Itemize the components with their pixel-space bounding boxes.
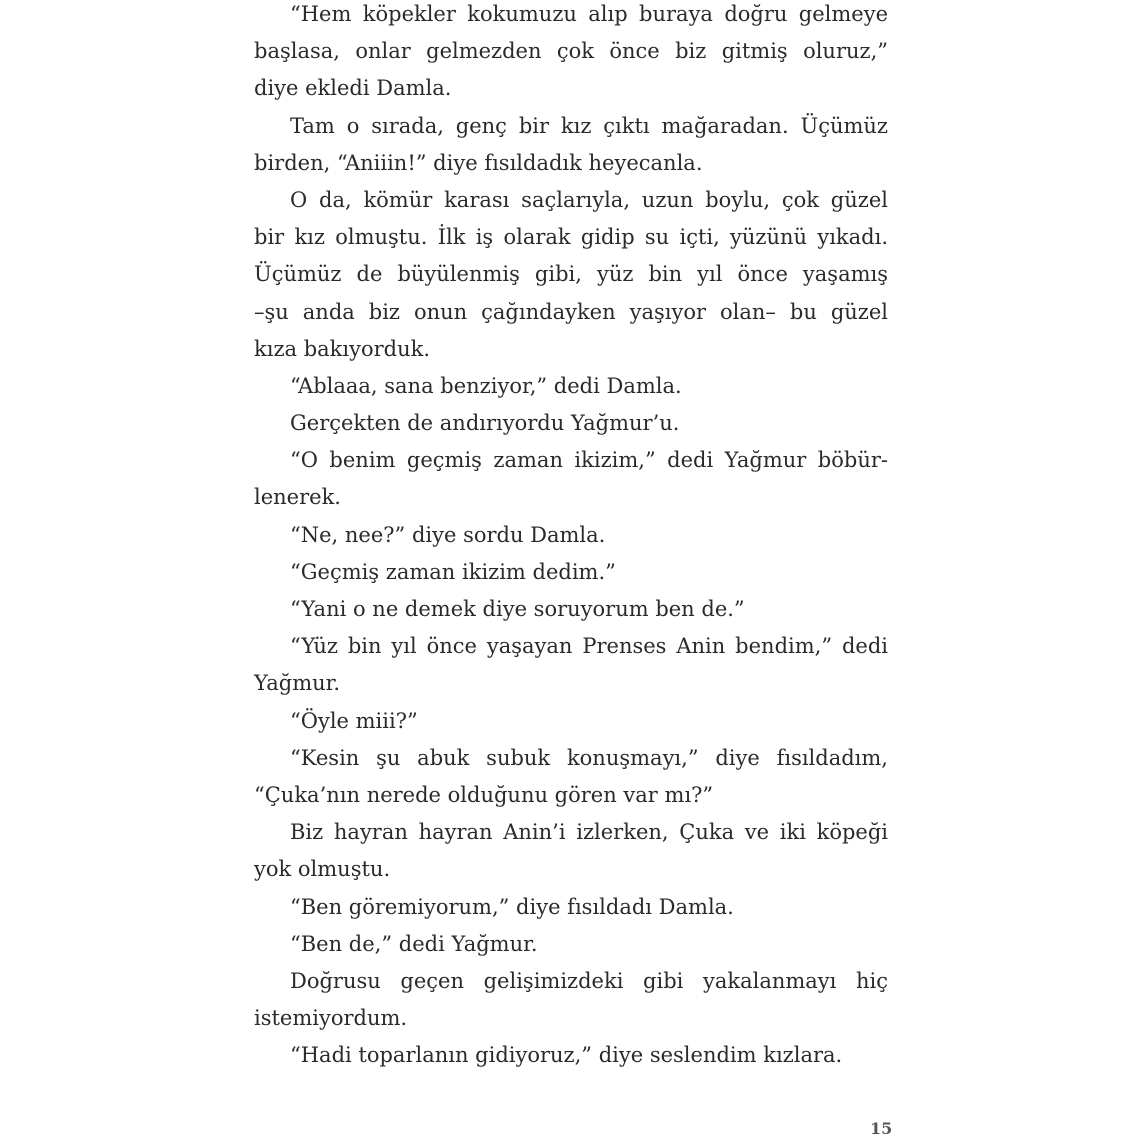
page-number: 15 <box>870 1119 893 1138</box>
text-line: Doğrusu geçen gelişimizdeki gibi yakalanmayı hiç <box>290 968 888 993</box>
text-line: lenerek. <box>254 485 341 510</box>
text-line: “Ne, nee?” diye sordu Damla. <box>290 522 606 547</box>
text-line: Biz hayran hayran Anin’i izlerken, Çuka ve iki köpeği <box>290 820 888 845</box>
text-line: istemiyordum. <box>254 1006 408 1031</box>
text-line: “Çuka’nın nerede olduğunu gören var mı?” <box>254 782 714 807</box>
text-line: “Hadi toparlanın gidiyoruz,” diye seslendim kızlara. <box>290 1043 843 1068</box>
text-line: birden, “Aniiin!” diye fısıldadık heyecanla. <box>254 150 703 175</box>
text-line: “Yani o ne demek diye soruyorum ben de.” <box>290 597 745 621</box>
text-line: Gerçekten de andırıyordu Yağmur’u. <box>290 411 680 436</box>
text-line: başlasa, onlar gelmezden çok önce biz gitmiş oluruz,” <box>254 39 888 64</box>
text-line: “Yüz bin yıl önce yaşayan Prenses Anin bendim,” dedi <box>290 634 888 659</box>
text-line: –şu anda biz onun çağındayken yaşıyor olan– bu güzel <box>254 299 888 324</box>
page-body <box>254 0 888 1074</box>
text-line: “Geçmiş zaman ikizim dedim.” <box>290 559 616 584</box>
text-line: Tam o sırada, genç bir kız çıktı mağaradan. Üçümüz <box>290 113 888 138</box>
text-line: “Hem köpekler kokumuzu alıp buraya doğru gelmeye <box>290 2 888 26</box>
text-line: kıza bakıyorduk. <box>254 336 431 361</box>
text-line: Yağmur. <box>254 671 341 696</box>
text-line: “Öyle miii?” <box>290 708 418 733</box>
text-line: diye ekledi Damla. <box>254 76 452 101</box>
text-line: bir kız olmuştu. İlk iş olarak gidip su içti, yüzünü yıkadı. <box>254 225 888 250</box>
text-line: yok olmuştu. <box>254 857 391 882</box>
text-line: “Ben de,” dedi Yağmur. <box>290 931 538 956</box>
text-line: “Ben göremiyorum,” diye fısıldadı Damla. <box>290 894 734 919</box>
text-line: “Ablaaa, sana benziyor,” dedi Damla. <box>290 373 682 398</box>
text-line: “O benim geçmiş zaman ikizim,” dedi Yağmur böbür- <box>290 448 888 473</box>
text-line: O da, kömür karası saçlarıyla, uzun boylu, çok güzel <box>290 187 888 212</box>
text-line: “Kesin şu abuk subuk konuşmayı,” diye fısıldadım, <box>290 745 888 770</box>
text-line: Üçümüz de büyülenmiş gibi, yüz bin yıl önce yaşamış <box>254 262 888 287</box>
